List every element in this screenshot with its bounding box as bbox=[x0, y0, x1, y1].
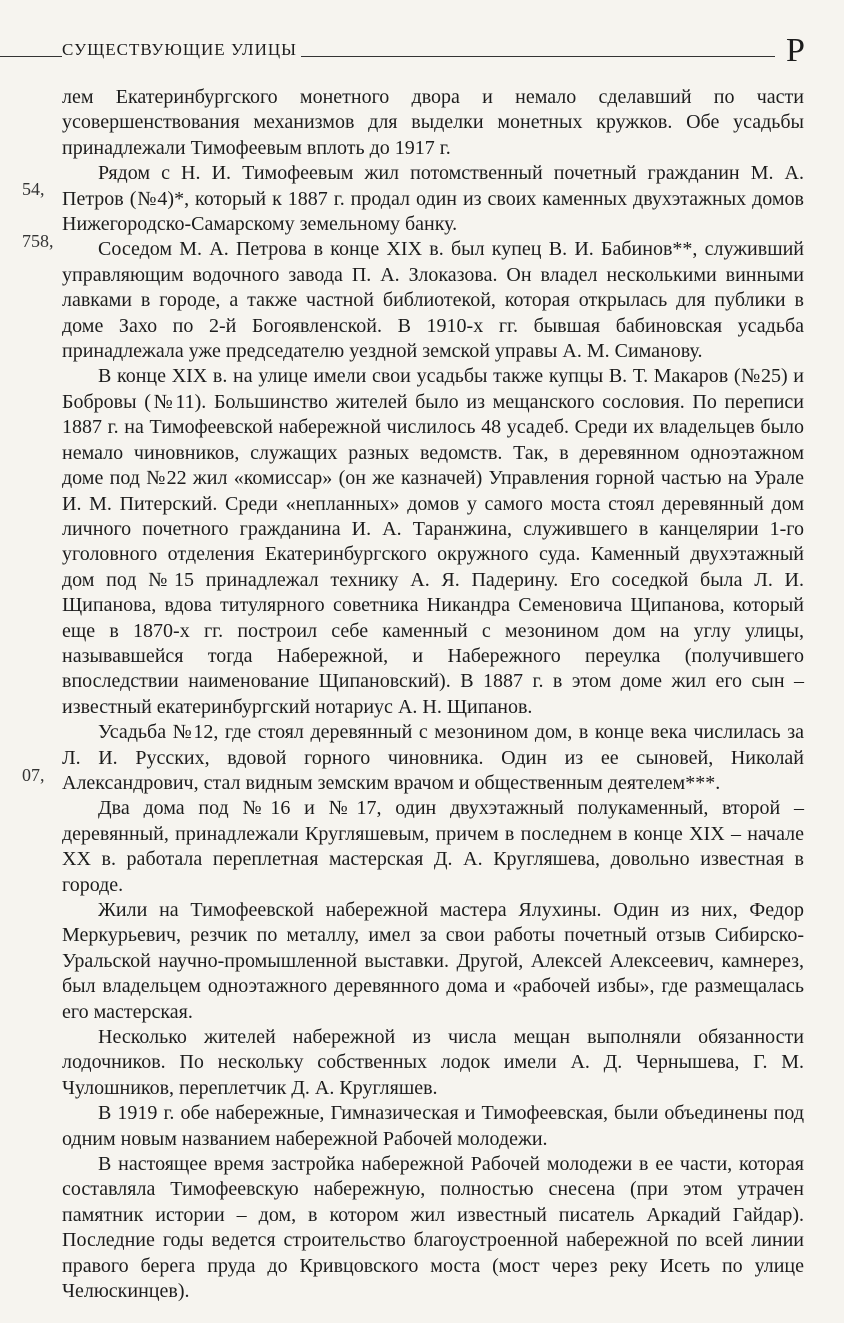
running-header bbox=[0, 34, 810, 74]
paragraph: лем Екатеринбургского монетного двора и немало сделавший по части усовершенствования механизмов для выделки монетных кружков. Обе усадьбы принадлежали Тимофеевым вплоть до 1917 г. bbox=[62, 86, 804, 159]
paragraph: Рядом с Н. И. Тимофеевым жил потомственный почетный гражданин М. А. Петров (№4)*, который к 1887 г. продал один из своих каменных двухэтажных домов Нижегородско-Самарскому земельному банку. bbox=[62, 162, 804, 236]
margin-note: 54, bbox=[22, 179, 45, 199]
section-letter: Р bbox=[786, 32, 805, 69]
paragraph: В настоящее время застройка набережной Рабочей молодежи в ее части, которая составляла Тимофеевскую набережную, полностью снесена (при этом утрачен памятник истории – дом, в котором жил известный писатель Аркадий Гайдар). Последние годы ведется строительство благоустроенной набережной по всей линии правого берега пруда до Кривцовского моста (мост через реку Исеть по улице Челюскинцев). bbox=[62, 1153, 804, 1303]
paragraph: Два дома под №16 и №17, один двухэтажный полукаменный, второй – деревянный, принадлежали Кругляшевым, причем в последнем в конце XIX – начале XX в. работала переплетная мастерская Д. А. Кругляшева, довольно известная в городе. bbox=[62, 797, 804, 896]
paragraph: Усадьба №12, где стоял деревянный с мезонином дом, в конце века числилась за Л. И. Русских, вдовой горного чиновника. Один из ее сыновей, Николай Александрович, стал видным земским врачом и общественным деятелем***. bbox=[62, 721, 804, 794]
paragraph: В конце XIX в. на улице имели свои усадьбы также купцы В. Т. Макаров (№25) и Бобровы (№11). Большинство жителей было из мещанского сословия. По переписи 1887 г. на Тимофеевской набережной числилось 48 усадеб. Среди их владельцев было немало чиновников, служащих разных ведомств. Так, в деревянном одноэтажном доме под №22 жил «комиссар» (он же казначей) Управления горной частью на Урале И. М. Питерский. Среди «непланных» домов у самого моста стоял деревянный дом личного почетного гражданина И. А. Таранжина, служившего в канцелярии 1-го уголовного отделения Екатеринбургского окружного суда. Каменный двухэтажный дом под №15 принадлежал технику А. Я. Падерину. Его соседкой была Л. И. Щипанова, вдова титулярного советника Никандра Семеновича Щипанова, который еще в 1870-х гг. построил себе каменный с мезонином дом на углу улицы, называвшейся тогда Набережной, и Набережного переулка (получившего впоследствии наименование Щипановский). В 1887 г. в этом доме жил его сын – известный екатеринбургский нотариус А. Н. Щипанов. bbox=[62, 365, 804, 718]
paragraph: Жили на Тимофеевской набережной мастера Ялухины. Один из них, Федор Меркурьевич, резчик по металлу, имел за свои работы почетный отзыв Сибирско-Уральской научно-промышленной выставки. Другой, Алексей Алексеевич, камнерез, был владельцем одноэтажного деревянного дома и «рабочей избы», где размещалась его мастерская. bbox=[62, 899, 804, 1023]
margin-note: 07, bbox=[22, 765, 45, 785]
margin-note: 758, bbox=[22, 231, 54, 251]
running-head-title: СУЩЕСТВУЮЩИЕ УЛИЦЫ bbox=[62, 40, 301, 60]
body-text bbox=[62, 85, 804, 1305]
paragraph: Несколько жителей набережной из числа мещан выполняли обязанности лодочников. По нескольку собственных лодок имели А. Д. Чернышева, Г. М. Чулошников, переплетчик Д. А. Кругляшев. bbox=[62, 1026, 804, 1099]
paragraph: Соседом М. А. Петрова в конце XIX в. был купец В. И. Бабинов**, служивший управляющим водочного завода П. А. Злоказова. Он владел несколькими винными лавками в городе, а также частной библиотекой, которая открылась для публики в доме Захо по 2-й Богоявленской. В 1910-х гг. бывшая бабиновская усадьба принадлежала уже председателю уездной земской управы А. М. Симанову. bbox=[62, 238, 804, 363]
paragraph: В 1919 г. обе набережные, Гимназическая и Тимофеевская, были объединены под одним новым названием набережной Рабочей молодежи. bbox=[62, 1102, 804, 1150]
